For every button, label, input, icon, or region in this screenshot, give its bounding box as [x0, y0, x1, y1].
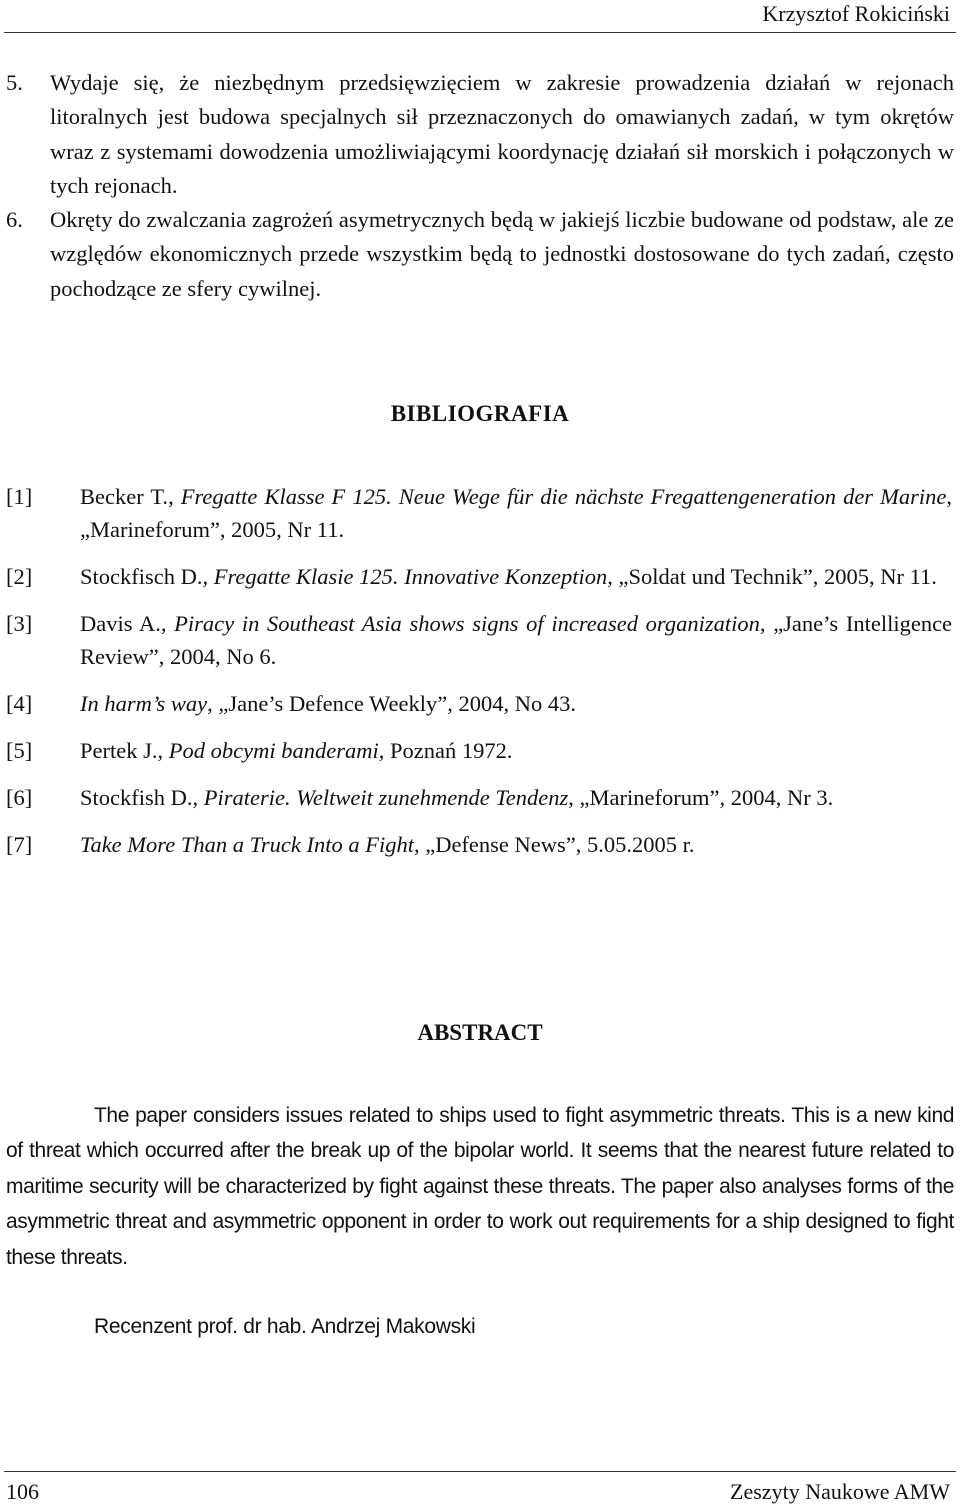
- reference-title: Take More Than a Truck Into a Fight: [80, 832, 414, 857]
- reference-title: Fregatte Klasse F 125. Neue Wege für die nächste Fregattengeneration der Marine: [180, 484, 947, 509]
- reference-item: [7] Take More Than a Truck Into a Fight, „Defense News”, 5.05.2005 r.: [6, 828, 952, 861]
- abstract-text: The paper considers issues related to ships used to fight asymmetric threats. This is a new kind of threat which occurred after the break up of the bipolar world. It seems that the nearest future related to maritime security will be characterized by fight against these threats. The paper also analyses forms of the asymmetric threat and asymmetric opponent in order to work out requirements for a ship designed to fight these threats.: [6, 1104, 954, 1269]
- reference-source: Poznań 1972.: [389, 738, 513, 763]
- bibliography-list: [6, 480, 952, 861]
- reference-item: [3] Davis A., Piracy in Southeast Asia shows signs of increased organization, „Jane’s Intelligence Review”, 2004, No 6.: [6, 607, 952, 673]
- reference-item: [4] In harm’s way, „Jane’s Defence Weekly”, 2004, No 43.: [6, 687, 952, 720]
- reference-title: In harm’s way: [80, 691, 208, 716]
- page-header: [4, 0, 956, 33]
- page-footer: [4, 1471, 956, 1512]
- page-number: 106: [6, 1479, 39, 1504]
- list-text: Okręty do zwalczania zagrożeń asymetrycznych będą w jakiejś liczbie budowane od podstaw, ale ze względów ekonomicznych przede wszystkim będą to jednostki dostosowane do tych zadań, często pochodzące ze sfery cywilnej.: [50, 207, 954, 301]
- reference-title: Piracy in Southeast Asia shows signs of increased organization: [174, 611, 760, 636]
- reviewer-note: Recenzent prof. dr hab. Andrzej Makowski: [94, 1315, 476, 1338]
- list-number: 6.: [6, 207, 23, 233]
- reference-source: „Marineforum”, 2004, Nr 3.: [579, 785, 834, 810]
- reference-source: „Soldat und Technik”, 2005, Nr 11.: [618, 564, 937, 589]
- conclusions-list: [6, 66, 954, 306]
- list-text: Wydaje się, że niezbędnym przedsięwzięciem w zakresie prowadzenia działań w rejonach litoralnych jest budowa specjalnych sił przeznaczonych do omawianych zadań, w tym okrętów wraz z systemami dowodzenia umożliwiającymi koordynację działań sił morskich i połączonych w tych rejonach.: [50, 70, 954, 198]
- bibliography-heading: BIBLIOGRAFIA: [390, 401, 570, 426]
- reference-author: Stockfisch D.: [80, 564, 203, 589]
- list-number: 5.: [6, 70, 23, 95]
- reference-number: [5]: [6, 738, 33, 763]
- journal-name: Zeszyty Naukowe AMW: [730, 1479, 950, 1504]
- reference-number: [4]: [6, 691, 33, 716]
- reference-author: Pertek J.: [80, 738, 158, 763]
- reference-item: [6] Stockfish D., Piraterie. Weltweit zunehmende Tendenz, „Marineforum”, 2004, Nr 3.: [6, 781, 952, 814]
- reference-item: [2] Stockfisch D., Fregatte Klasie 125. Innovative Konzeption, „Soldat und Technik”, 2005, Nr 11.: [6, 560, 952, 593]
- reference-item: [1] Becker T., Fregatte Klasse F 125. Neue Wege für die nächste Fregattengeneration der Marine, „Marineforum”, 2005, Nr 11.: [6, 480, 952, 546]
- running-head-author: Krzysztof Rokiciński: [762, 1, 950, 26]
- reference-number: [1]: [6, 484, 33, 509]
- conclusion-item-5: [6, 66, 954, 203]
- reference-source: „Marineforum”, 2005, Nr 11.: [80, 517, 345, 542]
- abstract-heading: ABSTRACT: [417, 1020, 543, 1045]
- reference-number: [3]: [6, 611, 33, 636]
- reference-title: Piraterie. Weltweit zunehmende Tendenz: [203, 785, 569, 810]
- reference-source: „Jane’s Defence Weekly”, 2004, No 43.: [218, 691, 576, 716]
- reference-title: Fregatte Klasie 125. Innovative Konzeption: [213, 564, 608, 589]
- reference-author: Davis A.: [80, 611, 161, 636]
- reference-source: „Defense News”, 5.05.2005 r.: [425, 832, 695, 857]
- reference-author: Stockfish D.: [80, 785, 193, 810]
- reference-number: [7]: [6, 832, 33, 857]
- reference-number: [2]: [6, 564, 33, 589]
- reference-title: Pod obcymi banderami: [168, 738, 379, 763]
- reference-author: Becker T.: [80, 484, 169, 509]
- reference-item: [5] Pertek J., Pod obcymi banderami, Poznań 1972.: [6, 734, 952, 767]
- conclusion-item-6: [6, 203, 954, 306]
- reference-source: „Jane’s Intelligence Review”, 2004, No 6.: [80, 611, 953, 669]
- reference-number: [6]: [6, 785, 33, 810]
